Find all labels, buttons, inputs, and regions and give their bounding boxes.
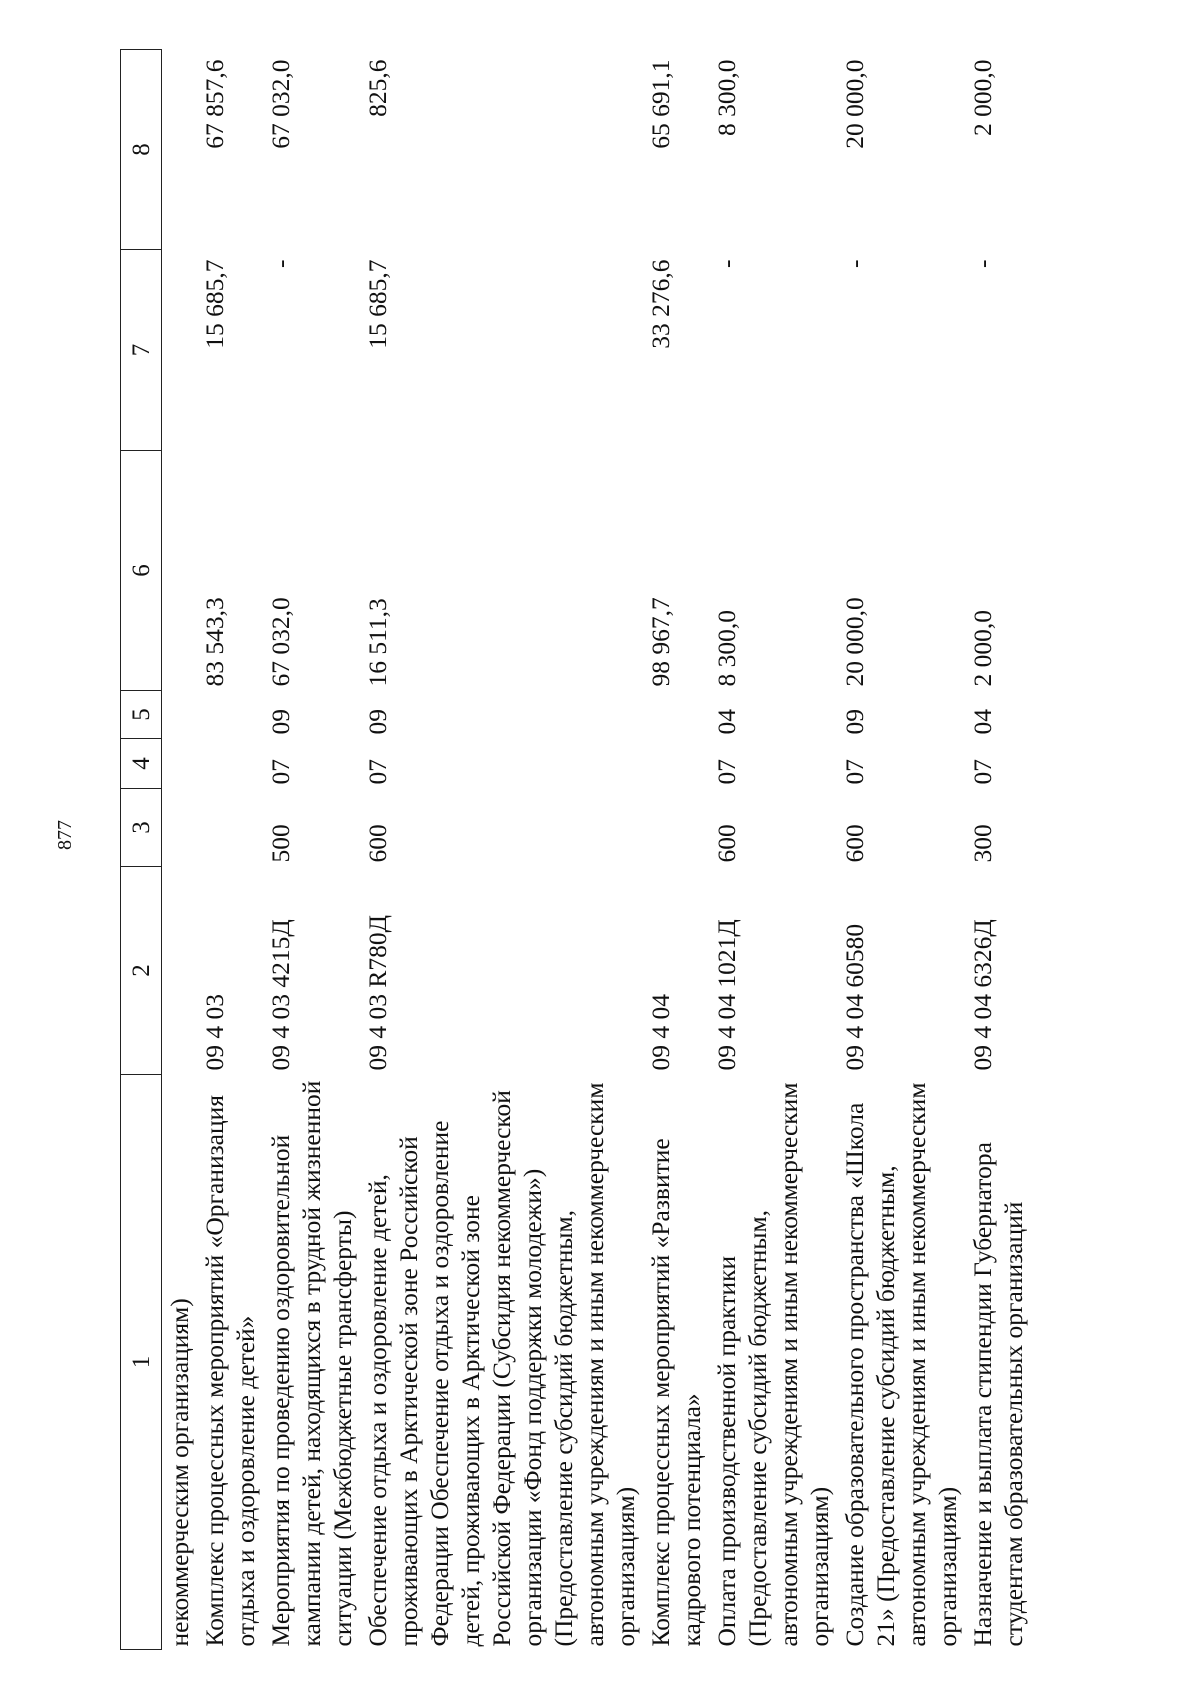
table-row bbox=[162, 50, 198, 1650]
row-vr: 600 bbox=[840, 824, 869, 863]
row-value-total: 8 300,0 bbox=[712, 610, 741, 687]
row-rz: 07 bbox=[363, 759, 392, 785]
row-vr bbox=[643, 789, 709, 867]
row-name: Комплекс процессных мероприятий «Развитие кадрового потенциала» bbox=[646, 1138, 706, 1647]
row-value-total: 67 032,0 bbox=[266, 597, 295, 687]
table-row bbox=[709, 50, 837, 1650]
header-col-2: 2 bbox=[121, 867, 162, 1075]
row-value-total: 2 000,0 bbox=[968, 610, 997, 687]
row-value-col8 bbox=[162, 50, 198, 250]
row-value-col8: 8 300,0 bbox=[712, 59, 741, 136]
header-col-7: 7 bbox=[121, 250, 162, 451]
row-value-col7: - bbox=[968, 259, 997, 268]
row-name: некоммерческим организациям) bbox=[165, 1298, 194, 1647]
row-pr bbox=[162, 691, 198, 739]
row-value-col7 bbox=[162, 250, 198, 451]
row-vr: 600 bbox=[363, 824, 392, 863]
row-pr: 04 bbox=[968, 709, 997, 735]
row-rz: 07 bbox=[968, 759, 997, 785]
row-value-col7: 15 685,7 bbox=[200, 259, 229, 349]
row-rz: 07 bbox=[840, 759, 869, 785]
header-col-6: 6 bbox=[121, 451, 162, 691]
row-name: Создание образовательного пространства «Школа 21» (Предоставление субсидий бюджетным, автономным учреждениям и иным некоммерческим организациям) bbox=[840, 1082, 962, 1647]
row-value-total: 20 000,0 bbox=[840, 597, 869, 687]
header-col-8: 8 bbox=[121, 50, 162, 250]
row-value-total: 16 511,3 bbox=[363, 598, 392, 687]
row-vr: 600 bbox=[712, 824, 741, 863]
table-row bbox=[360, 50, 643, 1650]
row-vr bbox=[162, 789, 198, 867]
table-row bbox=[263, 50, 360, 1650]
row-value-total: 83 543,3 bbox=[200, 597, 229, 687]
row-code: 09 4 04 bbox=[646, 994, 675, 1071]
row-value-col8: 65 691,1 bbox=[646, 59, 675, 149]
row-rz bbox=[197, 739, 263, 789]
budget-table bbox=[120, 49, 1031, 1650]
row-code: 09 4 03 bbox=[200, 994, 229, 1071]
row-name: Назначение и выплата стипендии Губернатора студентам образовательных организаций bbox=[968, 1142, 1028, 1647]
row-name: Оплата производственной практики (Предоставление субсидий бюджетным, автономным учреждениям и иным некоммерческим организациям) bbox=[712, 1082, 834, 1647]
budget-table-rotated bbox=[120, 50, 1120, 1650]
row-code: 09 4 04 1021Д bbox=[712, 919, 741, 1071]
row-name: Комплекс процессных мероприятий «Организация отдыха и оздоровление детей» bbox=[200, 1095, 260, 1647]
row-rz: 07 bbox=[712, 759, 741, 785]
row-value-col7: - bbox=[840, 259, 869, 268]
row-code: 09 4 03 4215Д bbox=[266, 919, 295, 1071]
table-row bbox=[837, 50, 965, 1650]
row-vr: 300 bbox=[968, 824, 997, 863]
row-code: 09 4 04 60580 bbox=[840, 923, 869, 1071]
header-col-3: 3 bbox=[121, 789, 162, 867]
row-rz bbox=[643, 739, 709, 789]
row-value-col7: 15 685,7 bbox=[363, 259, 392, 349]
page-number: 877 bbox=[54, 820, 76, 850]
row-value-col8: 67 032,0 bbox=[266, 59, 295, 149]
row-name: Обеспечение отдыха и оздоровление детей, проживающих в Арктической зоне Российской Федерации Обеспечение отдыха и оздоровление детей, проживающих в Арктической зоне Российской Федерации (Субсидия некоммерческой организации «Фонд поддержки молодежи») (Предоставление субсидий бюджетным, автономным учреждениям и иным некоммерческим организациям) bbox=[363, 1082, 640, 1647]
header-col-4: 4 bbox=[121, 739, 162, 789]
table-row bbox=[643, 50, 709, 1650]
row-pr: 09 bbox=[363, 709, 392, 735]
row-pr: 09 bbox=[266, 709, 295, 735]
row-vr bbox=[197, 789, 263, 867]
row-rz: 07 bbox=[266, 759, 295, 785]
row-rz bbox=[162, 739, 198, 789]
row-pr: 09 bbox=[840, 709, 869, 735]
row-value-col8: 825,6 bbox=[363, 59, 392, 117]
row-value-col7: - bbox=[266, 259, 295, 268]
header-col-5: 5 bbox=[121, 691, 162, 739]
row-value-total bbox=[162, 451, 198, 691]
row-pr bbox=[643, 691, 709, 739]
row-code bbox=[162, 867, 198, 1075]
row-name: Мероприятия по проведению оздоровительной кампании детей, находящихся в трудной жизненной ситуации (Межбюджетные трансферты) bbox=[266, 1080, 357, 1647]
table-row bbox=[965, 50, 1031, 1650]
row-code: 09 4 04 6326Д bbox=[968, 919, 997, 1071]
row-code: 09 4 03 R780Д bbox=[363, 914, 392, 1071]
table-row bbox=[197, 50, 263, 1650]
row-vr: 500 bbox=[266, 824, 295, 863]
header-col-1: 1 bbox=[121, 1075, 162, 1650]
row-pr: 04 bbox=[712, 709, 741, 735]
row-value-total: 98 967,7 bbox=[646, 597, 675, 687]
table-header-row bbox=[121, 50, 162, 1650]
row-value-col8: 2 000,0 bbox=[968, 59, 997, 136]
row-value-col7: 33 276,6 bbox=[646, 259, 675, 349]
row-pr bbox=[197, 691, 263, 739]
row-value-col8: 67 857,6 bbox=[200, 59, 229, 149]
row-value-col8: 20 000,0 bbox=[840, 59, 869, 149]
row-value-col7: - bbox=[712, 259, 741, 268]
